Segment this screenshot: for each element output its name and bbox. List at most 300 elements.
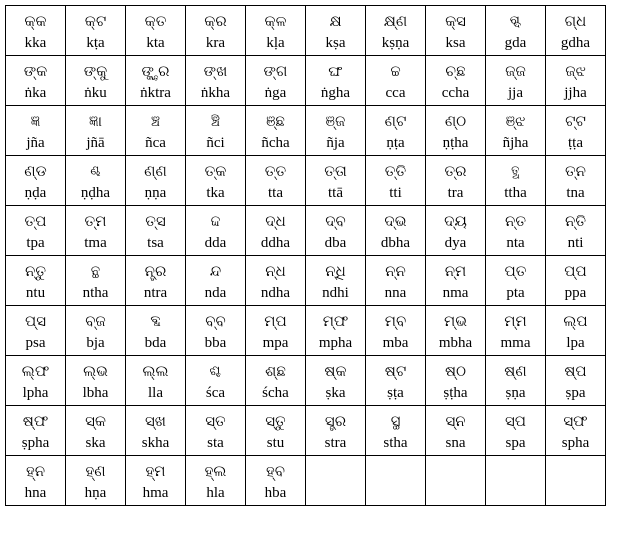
odia-glyph: ଟ୍ଟ <box>565 112 586 130</box>
odia-glyph: ହ୍ଣ <box>85 462 106 480</box>
conjunct-cell <box>426 356 486 406</box>
conjunct-cell <box>306 456 366 506</box>
odia-glyph: ଣ୍ଢ <box>90 162 101 180</box>
transliteration-label: jña <box>26 135 45 151</box>
transliteration-label: ṅku <box>84 85 107 101</box>
odia-glyph: ତ୍ଥ <box>511 162 520 180</box>
odia-glyph: ହ୍ନ <box>25 462 46 480</box>
transliteration-label: stha <box>383 435 408 451</box>
transliteration-label <box>546 483 605 503</box>
transliteration-label: ṣka <box>325 385 346 401</box>
transliteration-label: tra <box>447 185 464 201</box>
odia-glyph: ତ୍ନ <box>564 162 587 180</box>
transliteration-label: tma <box>84 235 107 251</box>
odia-glyph: ନ୍ଧ <box>265 262 286 280</box>
transliteration-label: kka <box>24 35 47 51</box>
odia-glyph: କ୍ଟ <box>84 12 107 30</box>
transliteration-label: lbha <box>82 385 109 401</box>
odia-glyph: କ୍ଷ <box>329 12 342 30</box>
transliteration-label: ndha <box>260 285 291 301</box>
odia-glyph: ସ୍ଖ <box>144 412 166 430</box>
odia-glyph: ଦ୍ବ <box>325 212 346 230</box>
conjunct-cell <box>366 56 426 106</box>
odia-glyph: କ୍ସ <box>445 12 466 30</box>
odia-glyph: ଞ୍ଜ <box>325 112 346 130</box>
odia-glyph: ଚ୍ଛ <box>445 62 466 80</box>
conjunct-cell <box>366 106 426 156</box>
transliteration-label: stra <box>324 435 347 451</box>
odia-glyph: ଙ୍କୁ <box>83 62 108 80</box>
conjunct-cell <box>306 206 366 256</box>
transliteration-label: sta <box>207 435 224 451</box>
transliteration-label: dya <box>444 235 467 251</box>
conjunct-cell <box>66 56 126 106</box>
conjunct-cell <box>546 356 606 406</box>
odia-glyph: ନ୍ନ <box>385 262 406 280</box>
odia-glyph: ନ୍ଥ <box>90 262 101 280</box>
transliteration-label: tna <box>566 185 585 201</box>
table-row <box>6 456 606 506</box>
conjunct-cell <box>426 156 486 206</box>
conjunct-cell <box>306 256 366 306</box>
odia-glyph: ଜ୍ଞା <box>88 112 103 130</box>
conjunct-cell <box>366 456 426 506</box>
conjunct-cell <box>246 256 306 306</box>
odia-glyph: ଜ୍ଞ <box>30 112 41 130</box>
conjunct-cell <box>426 6 486 56</box>
odia-glyph: ଦ୍ଦ <box>210 212 221 230</box>
conjunct-cell <box>186 356 246 406</box>
transliteration-label: ṣpa <box>565 385 586 401</box>
conjunct-cell <box>306 356 366 406</box>
odia-glyph <box>486 459 545 483</box>
conjunct-cell <box>426 456 486 506</box>
transliteration-label: ṅga <box>264 85 287 101</box>
odia-glyph: ଶ୍ଚ <box>209 362 222 380</box>
table-row <box>6 156 606 206</box>
transliteration-label: ṣpha <box>21 435 50 451</box>
transliteration-label: kṭa <box>86 35 105 51</box>
transliteration-label: tpa <box>26 235 45 251</box>
transliteration-label: ṅka <box>24 85 47 101</box>
conjunct-cell <box>366 206 426 256</box>
odia-glyph: ତ୍କ <box>204 162 227 180</box>
odia-glyph: ହ୍ବ <box>266 462 285 480</box>
conjunct-cell <box>546 406 606 456</box>
transliteration-label: ṣṭa <box>387 385 404 401</box>
transliteration-label: spha <box>561 435 590 451</box>
conjunct-cell <box>186 256 246 306</box>
transliteration-label: ksa <box>445 35 466 51</box>
transliteration-label: tta <box>268 185 283 201</box>
conjunct-cell <box>6 106 66 156</box>
conjunct-cell <box>246 306 306 356</box>
conjunct-cell <box>6 156 66 206</box>
transliteration-label: gda <box>504 35 527 51</box>
conjunct-cell <box>6 456 66 506</box>
transliteration-label: ttha <box>504 185 527 201</box>
conjunct-cell <box>486 106 546 156</box>
conjunct-cell <box>6 206 66 256</box>
conjunct-cell <box>246 406 306 456</box>
transliteration-label: śca <box>205 385 226 401</box>
transliteration-label: jja <box>508 85 523 101</box>
conjunct-cell <box>426 106 486 156</box>
odia-glyph: ଲ୍ପ <box>563 312 588 330</box>
conjunct-cell <box>6 406 66 456</box>
conjunct-cell <box>246 56 306 106</box>
transliteration-label: ṇṭa <box>386 135 405 151</box>
conjunct-cell <box>426 306 486 356</box>
transliteration-label: ñca <box>145 135 166 151</box>
conjunct-cell <box>306 106 366 156</box>
conjunct-cell <box>546 306 606 356</box>
conjunct-cell <box>186 56 246 106</box>
conjunct-cell <box>6 6 66 56</box>
transliteration-label: ṇḍa <box>24 185 47 201</box>
odia-glyph: ଷ୍ପ <box>564 362 587 380</box>
transliteration-label: ñja <box>326 135 345 151</box>
conjunct-cell <box>546 256 606 306</box>
conjunct-cell <box>6 56 66 106</box>
odia-glyph: ଣ୍ଠ <box>444 112 467 130</box>
odia-glyph: ଜ୍ଜ <box>505 62 526 80</box>
transliteration-label: nna <box>384 285 407 301</box>
transliteration-label: ṣṭha <box>443 385 468 401</box>
conjunct-cell <box>246 356 306 406</box>
conjunct-cell <box>546 56 606 106</box>
transliteration-label: ppa <box>564 285 587 301</box>
transliteration-label: ṣṇa <box>505 385 526 401</box>
transliteration-label: skha <box>141 435 170 451</box>
odia-glyph: ପ୍ପ <box>564 262 587 280</box>
odia-glyph: ମ୍ପ <box>264 312 287 330</box>
transliteration-label: ñci <box>206 135 225 151</box>
odia-glyph <box>426 459 485 483</box>
conjunct-cell <box>186 6 246 56</box>
transliteration-label: jñā <box>86 135 105 151</box>
transliteration-label: ṇṭha <box>442 135 469 151</box>
conjunct-cell <box>66 256 126 306</box>
transliteration-label: ddha <box>260 235 291 251</box>
transliteration-label: bda <box>144 335 167 351</box>
conjunct-cell <box>126 206 186 256</box>
transliteration-label: ntra <box>143 285 168 301</box>
odia-glyph: ଣ୍ଡ <box>24 162 47 180</box>
conjunct-cell <box>546 456 606 506</box>
conjunct-cell <box>306 56 366 106</box>
transliteration-label: tka <box>206 185 225 201</box>
odia-glyph: ପ୍ତ <box>504 262 527 280</box>
transliteration-label: ttā <box>328 185 343 201</box>
table-row <box>6 206 606 256</box>
odia-glyph: ନ୍ତି <box>564 212 587 230</box>
odia-glyph: ଙ୍କ <box>23 62 48 80</box>
transliteration-label: hna <box>24 485 47 501</box>
conjunct-cell <box>486 356 546 406</box>
transliteration-label: ṇḍha <box>80 185 111 201</box>
odia-glyph: ଗ୍ଦ <box>509 12 522 30</box>
odia-glyph: ସ୍ତ <box>205 412 226 430</box>
transliteration-label: pta <box>506 285 525 301</box>
conjunct-cell <box>546 206 606 256</box>
transliteration-label: ntu <box>25 285 46 301</box>
odia-glyph <box>546 459 605 483</box>
transliteration-label: ska <box>85 435 106 451</box>
odia-glyph: ଞ୍ଛ <box>266 112 285 130</box>
transliteration-label: ṅgha <box>320 85 351 101</box>
odia-glyph: ତ୍ର <box>444 162 467 180</box>
table-row <box>6 356 606 406</box>
transliteration-label: hla <box>206 485 225 501</box>
transliteration-label: dba <box>324 235 347 251</box>
conjunct-cell <box>486 156 546 206</box>
conjunct-cell <box>126 106 186 156</box>
odia-glyph: କ୍କ <box>24 12 47 30</box>
conjunct-cell <box>366 256 426 306</box>
transliteration-label: mpa <box>262 335 289 351</box>
odia-glyph: ଚ୍ଚ <box>390 62 401 80</box>
conjunct-cell <box>546 106 606 156</box>
odia-glyph: ଦ୍ଧ <box>265 212 286 230</box>
odia-glyph: ମ୍ଫ <box>322 312 349 330</box>
odia-glyph: ମ୍ଭ <box>443 312 468 330</box>
transliteration-label: jjha <box>564 85 587 101</box>
conjunct-cell <box>126 6 186 56</box>
conjunct-cell <box>246 456 306 506</box>
odia-glyph: ସ୍ଫ <box>563 412 588 430</box>
table-row <box>6 306 606 356</box>
odia-glyph: ସ୍ତ୍ର <box>324 412 347 430</box>
transliteration-label: nta <box>506 235 525 251</box>
odia-glyph: ଣ୍ଟ <box>384 112 407 130</box>
conjunct-cell <box>486 56 546 106</box>
transliteration-label <box>306 483 365 503</box>
transliteration-label: ścha <box>262 385 289 401</box>
odia-glyph: ଦ୍ୟ <box>444 212 467 230</box>
odia-glyph: ଶ୍ଛ <box>265 362 286 380</box>
conjunct-cell <box>66 206 126 256</box>
odia-glyph: ଲ୍ଫ <box>21 362 50 380</box>
conjunct-cell <box>366 6 426 56</box>
conjunct-cell <box>366 406 426 456</box>
odia-glyph: ବ୍ଦ <box>150 312 161 330</box>
odia-glyph: ତ୍ମ <box>84 212 107 230</box>
transliteration-label <box>426 483 485 503</box>
odia-glyph: ଦ୍ଭ <box>384 212 407 230</box>
odia-glyph: ମ୍ମ <box>504 312 527 330</box>
conjunct-cell <box>186 156 246 206</box>
odia-glyph: କ୍ର <box>204 12 227 30</box>
conjunct-cell <box>66 156 126 206</box>
transliteration-label: kra <box>205 35 226 51</box>
odia-glyph: ନ୍ଧି <box>325 262 346 280</box>
transliteration-label: dda <box>204 235 227 251</box>
odia-glyph: ଲ୍ଭ <box>83 362 108 380</box>
conjunct-cell <box>546 156 606 206</box>
conjunct-cell <box>246 106 306 156</box>
odia-glyph: ତ୍ତ <box>264 162 287 180</box>
conjunct-cell <box>366 356 426 406</box>
transliteration-label: mpha <box>318 335 353 351</box>
odia-glyph: ପ୍ସ <box>24 312 46 330</box>
odia-glyph: ଷ୍ଫ <box>22 412 49 430</box>
odia-glyph: ଙ୍କ୍ତ୍ର <box>141 62 170 80</box>
conjunct-cell <box>6 306 66 356</box>
conjunct-cell <box>126 456 186 506</box>
odia-glyph: ମ୍ବ <box>384 312 407 330</box>
transliteration-label: ccha <box>441 85 470 101</box>
odia-glyph: ନ୍ତୁ <box>24 262 47 280</box>
conjunct-cell <box>366 156 426 206</box>
conjunct-cell <box>66 456 126 506</box>
odia-glyph: ଜ୍ଝ <box>565 62 586 80</box>
conjunct-cell <box>306 6 366 56</box>
conjunct-cell <box>306 306 366 356</box>
table-row <box>6 256 606 306</box>
conjunct-cell <box>6 256 66 306</box>
transliteration-label: ṭṭa <box>568 135 583 151</box>
odia-glyph: ସ୍କ <box>85 412 106 430</box>
conjunct-cell <box>426 56 486 106</box>
conjunct-cell <box>6 356 66 406</box>
odia-glyph: ହ୍ମ <box>145 462 166 480</box>
conjunct-cell <box>246 156 306 206</box>
conjunct-cell <box>546 6 606 56</box>
transliteration-label: ṅkha <box>200 85 231 101</box>
transliteration-label: bja <box>86 335 105 351</box>
conjunct-cell <box>486 306 546 356</box>
conjunct-cell <box>486 406 546 456</box>
conjunct-cell <box>66 356 126 406</box>
odia-glyph: ଣ୍ଣ <box>144 162 167 180</box>
odia-glyph: ନ୍ଦ <box>209 262 222 280</box>
conjunct-cell <box>126 356 186 406</box>
transliteration-label: nti <box>567 235 584 251</box>
conjunct-table <box>5 5 606 506</box>
conjunct-cell <box>486 6 546 56</box>
conjunct-cell <box>426 206 486 256</box>
odia-glyph: ନ୍ତ <box>504 212 527 230</box>
transliteration-label: ṇṇa <box>144 185 167 201</box>
odia-glyph: ବ୍ବ <box>205 312 226 330</box>
conjunct-cell <box>126 406 186 456</box>
odia-glyph: ଙ୍ଘ <box>328 62 343 80</box>
transliteration-label: lla <box>148 385 163 401</box>
transliteration-label: dbha <box>380 235 411 251</box>
transliteration-label: sna <box>445 435 466 451</box>
transliteration-label <box>366 483 425 503</box>
transliteration-label: nda <box>204 285 227 301</box>
table-row <box>6 106 606 156</box>
odia-glyph: ତ୍ସ <box>145 212 166 230</box>
odia-glyph: ବ୍ଜ <box>85 312 106 330</box>
odia-glyph: ଞ୍ଚି <box>210 112 221 130</box>
conjunct-cell <box>186 206 246 256</box>
transliteration-label: kṣa <box>325 35 346 51</box>
transliteration-label: stu <box>266 435 285 451</box>
transliteration-label: ṅktra <box>140 85 171 101</box>
odia-glyph <box>306 459 365 483</box>
transliteration-label: ñcha <box>261 135 290 151</box>
transliteration-label: kta <box>146 35 165 51</box>
transliteration-label: mba <box>382 335 409 351</box>
conjunct-cell <box>366 306 426 356</box>
odia-glyph: ଲ୍ଲ <box>142 362 169 380</box>
conjunct-cell <box>486 206 546 256</box>
odia-glyph: ସ୍ଥ <box>390 412 401 430</box>
conjunct-cell <box>486 256 546 306</box>
conjunct-cell <box>66 406 126 456</box>
odia-glyph: ସ୍ନ <box>445 412 466 430</box>
odia-glyph: ଞ୍ଝ <box>505 112 526 130</box>
table-body <box>6 6 606 506</box>
odia-glyph: କ୍ତ <box>144 12 167 30</box>
odia-glyph: ତ୍ତା <box>324 162 347 180</box>
odia-glyph: ସ୍ତୁ <box>265 412 286 430</box>
odia-glyph: ଗ୍ଧ <box>564 12 587 30</box>
odia-glyph: କ୍ଷ୍ଣ <box>383 12 408 30</box>
odia-glyph: ଷ୍ଟ <box>384 362 407 380</box>
conjunct-cell <box>126 156 186 206</box>
transliteration-label: psa <box>25 335 46 351</box>
transliteration-label: ñjha <box>502 135 529 151</box>
transliteration-label: tti <box>389 185 402 201</box>
odia-glyph: କ୍ଳ <box>264 12 287 30</box>
transliteration-label: mbha <box>438 335 473 351</box>
conjunct-cell <box>306 156 366 206</box>
transliteration-label: hma <box>142 485 169 501</box>
odia-glyph: ଷ୍ଠ <box>444 362 467 380</box>
odia-glyph: ଷ୍ଣ <box>504 362 527 380</box>
odia-glyph <box>366 459 425 483</box>
conjunct-cell <box>186 406 246 456</box>
transliteration-label: mma <box>500 335 531 351</box>
transliteration-label: gdha <box>560 35 591 51</box>
conjunct-cell <box>246 6 306 56</box>
conjunct-cell <box>486 456 546 506</box>
conjunct-cell <box>186 456 246 506</box>
odia-glyph: ହ୍ଲ <box>204 462 227 480</box>
odia-glyph: ଷ୍କ <box>324 362 347 380</box>
odia-glyph: ନ୍ତ୍ର <box>144 262 167 280</box>
table-row <box>6 406 606 456</box>
conjunct-cell <box>306 406 366 456</box>
transliteration-label: hba <box>264 485 287 501</box>
transliteration-label: kṣṇa <box>381 35 410 51</box>
transliteration-label: bba <box>204 335 227 351</box>
table-row <box>6 6 606 56</box>
conjunct-cell <box>426 256 486 306</box>
conjunct-cell <box>66 106 126 156</box>
odia-glyph: ଞ୍ଚ <box>150 112 161 130</box>
transliteration-label: nma <box>442 285 469 301</box>
transliteration-label: hṇa <box>84 485 107 501</box>
odia-glyph: ନ୍ମ <box>444 262 467 280</box>
odia-glyph: ଙ୍ଗ <box>263 62 288 80</box>
transliteration-label: kḷa <box>266 35 285 51</box>
transliteration-label: lpa <box>566 335 585 351</box>
conjunct-cell <box>246 206 306 256</box>
conjunct-cell <box>126 306 186 356</box>
table-row <box>6 56 606 106</box>
odia-glyph: ତ୍ତି <box>384 162 407 180</box>
conjunct-cell <box>126 256 186 306</box>
conjunct-cell <box>186 306 246 356</box>
odia-glyph: ତ୍ପ <box>24 212 47 230</box>
transliteration-label: ntha <box>82 285 109 301</box>
transliteration-label: spa <box>505 435 526 451</box>
